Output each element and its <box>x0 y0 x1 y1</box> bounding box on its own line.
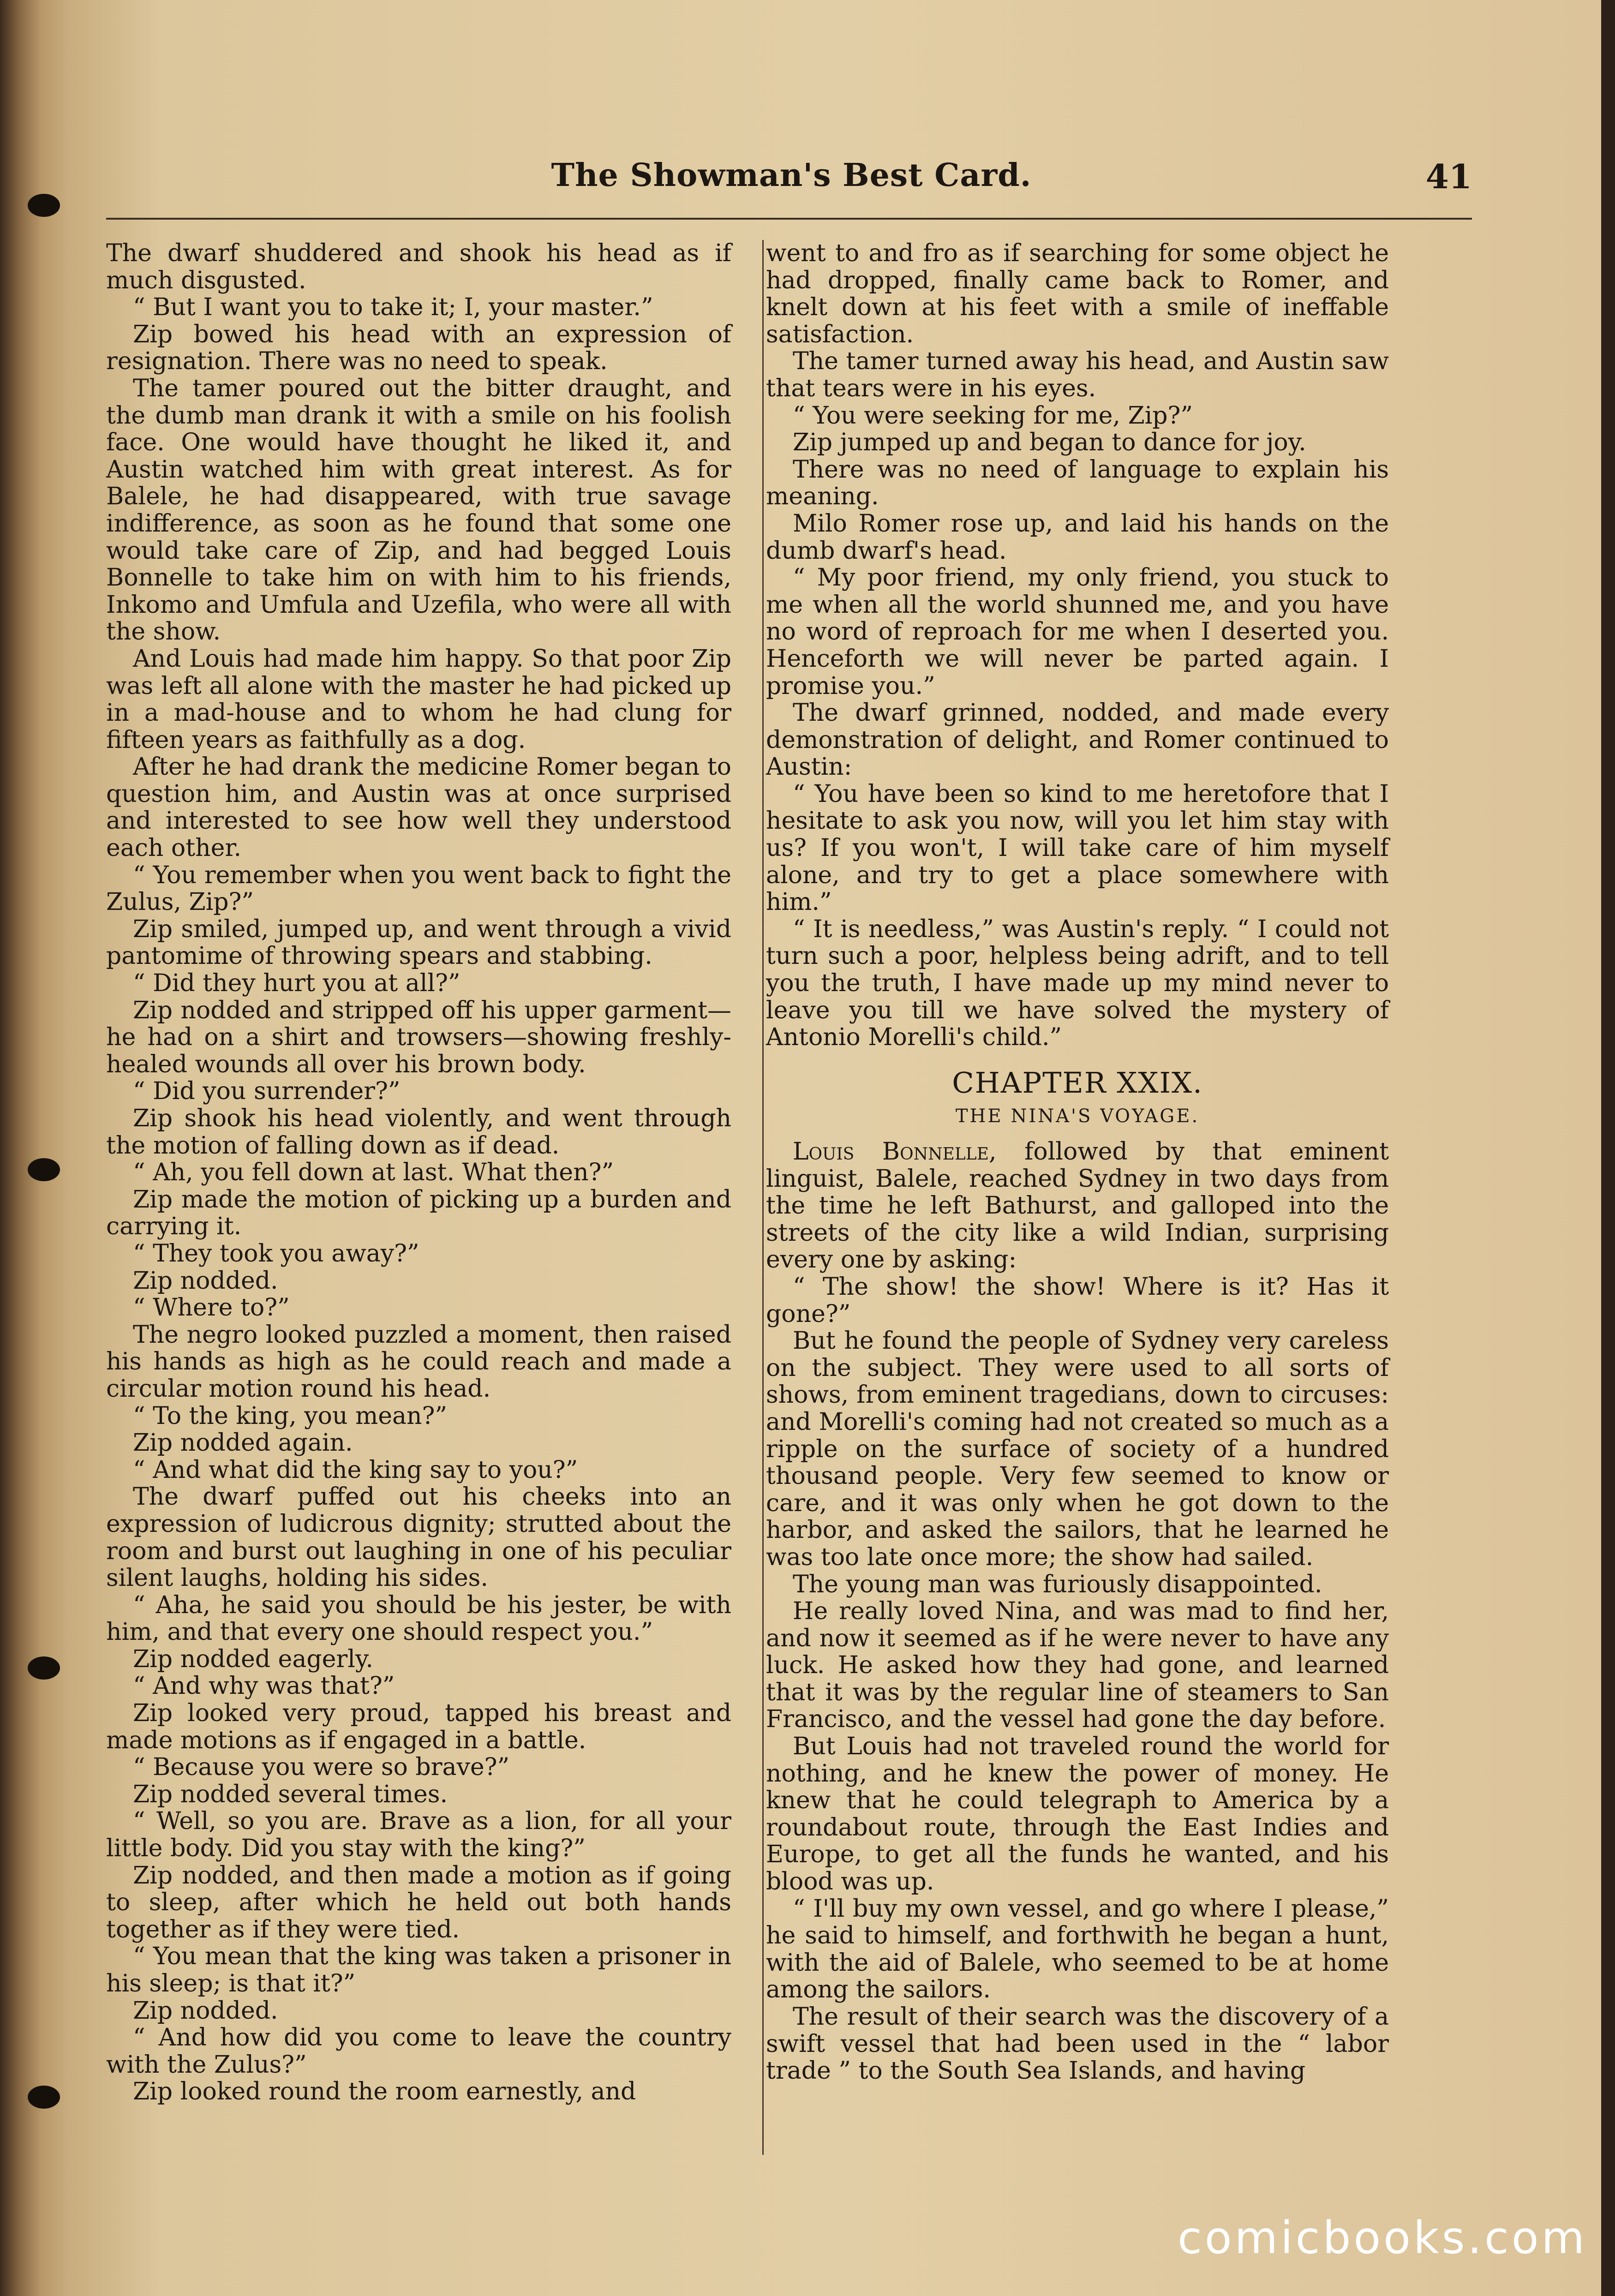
lead-name: Louis Bonnelle, <box>793 1138 997 1166</box>
paragraph: Zip jumped up and began to dance for joy. <box>793 429 1306 457</box>
paragraph: Zip nodded again. <box>133 1429 353 1457</box>
paragraph: Zip smiled, jumped up, and went through a vivid pantomime of throwing spears and stabbing. <box>106 915 731 970</box>
paragraph: “ Because you were so brave?” <box>133 1753 510 1782</box>
paragraph: “ Ah, you fell down at last. What then?” <box>133 1159 614 1187</box>
paragraph: “ To the king, you mean?” <box>133 1402 448 1430</box>
paragraph: The result of their search was the discovery of a swift vessel that had been used in the “ labor trade ” to the South Sea Islands, and having <box>766 2003 1389 2085</box>
paragraph: “ You have been so kind to me heretofore that I hesitate to ask you now, will you let him stay with us? If you won't, I will take care of him myself alone, and try to get a place somewhere with him.” <box>766 780 1389 916</box>
binding-stitch <box>28 1158 60 1181</box>
paragraph: Zip nodded and stripped off his upper garment—he had on a shirt and trowsers—showing freshly-healed wounds all over his brown body. <box>106 996 731 1078</box>
binding-stitch <box>28 194 60 217</box>
paragraph: “ Well, so you are. Brave as a lion, for all your little body. Did you stay with the king?” <box>106 1807 731 1863</box>
paragraph: Zip looked very proud, tapped his breast and made motions as if engaged in a battle. <box>106 1699 731 1754</box>
binding-stitch <box>28 2086 60 2109</box>
book-binding <box>0 0 69 2296</box>
paragraph: “ Aha, he said you should be his jester, be with him, and that every one should respect you.” <box>106 1591 731 1646</box>
paragraph: “ Did they hurt you at all?” <box>133 969 461 998</box>
paragraph: Zip nodded. <box>133 1997 278 2025</box>
paragraph: The dwarf puffed out his cheeks into an expression of ludicrous dignity; strutted about the room and burst out laughing in one of his peculiar silent laughs, holding his sides. <box>106 1483 731 1592</box>
paragraph: But he found the people of Sydney very careless on the subject. They were used to all sorts of shows, from eminent tragedians, down to circuses: and Morelli's coming had not created so much as a ripple on the surface of society of a hundred thousand people. Very few seemed to know or care, and it was only when he got down to the harbor, and asked the sailors, that he learned he was too late once more; the show had sailed. <box>766 1327 1389 1571</box>
paragraph: Zip looked round the room earnestly, and <box>133 2078 636 2106</box>
paragraph: “ And how did you come to leave the country with the Zulus?” <box>106 2024 731 2079</box>
paragraph: The tamer turned away his head, and Austin saw that tears were in his eyes. <box>766 347 1389 402</box>
paragraph: The dwarf shuddered and shook his head as if much disgusted. <box>106 239 731 294</box>
paragraph: “ I'll buy my own vessel, and go where I please,” he said to himself, and forthwith he began a hunt, with the aid of Balele, who seemed to be at home among the sailors. <box>766 1895 1389 2004</box>
paragraph: The dwarf grinned, nodded, and made every demonstration of delight, and Romer continued to Austin: <box>766 699 1389 781</box>
paragraph: Zip made the motion of picking up a burden and carrying it. <box>106 1185 731 1241</box>
left-column <box>106 240 731 2105</box>
paragraph: The tamer poured out the bitter draught, and the dumb man drank it with a smile on his foolish face. One would have thought he liked it, and Austin watched him with great interest. As for Balele, he had disappeared, with true savage indifference, as soon as he found that some one would take care of Zip, and had begged Louis Bonnelle to take him on with him to his friends, Inkomo and Umfula and Uzefila, who were all with the show. <box>106 374 731 646</box>
paragraph: He really loved Nina, and was mad to find her, and now it seemed as if he were never to have any luck. He asked how they had gone, and learned that it was by the regular line of steamers to San Francisco, and the vessel had gone the day before. <box>766 1597 1389 1734</box>
paragraph: Milo Romer rose up, and laid his hands on the dumb dwarf's head. <box>766 509 1389 565</box>
paragraph: The negro looked puzzled a moment, then raised his hands as high as he could reach and made a circular motion round his head. <box>106 1321 731 1403</box>
paragraph: “ The show! the show! Where is it? Has it gone?” <box>766 1273 1389 1328</box>
page-header <box>111 157 1472 212</box>
paragraph: “ It is needless,” was Austin's reply. “ I could not turn such a poor, helpless being adrift, and to tell you the truth, I have made up my mind never to leave you till we have solved the mystery of Antonio Morelli's child.” <box>766 915 1389 1052</box>
site-watermark: comicbooks.com <box>1177 2212 1587 2264</box>
paragraph: went to and fro as if searching for some object he had dropped, finally came back to Romer, and knelt down at his feet with a smile of ineffable satisfaction. <box>766 239 1389 348</box>
paragraph: “ And why was that?” <box>133 1672 395 1700</box>
paragraph: “ My poor friend, my only friend, you stuck to me when all the world shunned me, and you have no word of reproach for me when I deserted you. Henceforth we will never be parted again. I promise you.” <box>766 564 1389 700</box>
paragraph: Zip nodded. <box>133 1267 278 1295</box>
paragraph: “ You were seeking for me, Zip?” <box>793 401 1193 430</box>
paragraph: “ And what did the king say to you?” <box>133 1456 578 1484</box>
paragraph: Zip nodded, and then made a motion as if going to sleep, after which he held out both hands together as if they were tied. <box>106 1861 731 1943</box>
right-column <box>766 240 1389 2085</box>
chapter-subtitle: THE NINA'S VOYAGE. <box>955 1106 1200 1127</box>
running-title: The Showman's Best Card. <box>551 157 1032 194</box>
chapter-title: CHAPTER XXIX. <box>952 1065 1203 1100</box>
header-rule <box>106 218 1472 220</box>
paragraph: Zip nodded several times. <box>133 1780 448 1808</box>
column-divider <box>762 240 764 2155</box>
paragraph: “ You remember when you went back to fight the Zulus, Zip?” <box>106 861 731 916</box>
paragraph: But Louis had not traveled round the world for nothing, and he knew the power of money. He knew that he could telegraph to America by a roundabout route, through the East Indies and Europe, to get all the funds he wanted, and his blood was up. <box>766 1733 1389 1896</box>
paragraph: “ Where to?” <box>133 1294 290 1322</box>
paragraph: Zip bowed his head with an expression of resignation. There was no need to speak. <box>106 320 731 376</box>
paragraph: After he had drank the medicine Romer began to question him, and Austin was at once surprised and interested to see how well they understood each other. <box>106 753 731 862</box>
paragraph: “ Did you surrender?” <box>133 1077 401 1106</box>
paragraph: There was no need of language to explain his meaning. <box>766 455 1389 511</box>
binding-stitch <box>28 1656 60 1680</box>
paragraph: “ They took you away?” <box>133 1239 419 1268</box>
paragraph: Zip shook his head violently, and went through the motion of falling down as if dead. <box>106 1105 731 1160</box>
paragraph: Zip nodded eagerly. <box>133 1645 373 1673</box>
paragraph: “ You mean that the king was taken a prisoner in his sleep; is that it?” <box>106 1943 731 1997</box>
paragraph: The young man was furiously disappointed. <box>793 1570 1322 1598</box>
chapter-lead-paragraph <box>766 1138 1389 1274</box>
paragraph: And Louis had made him happy. So that poor Zip was left all alone with the master he had picked up in a mad-house and to whom he had clung for fifteen years as faithfully as a dog. <box>106 645 731 754</box>
page-number: 41 <box>1425 157 1472 196</box>
paragraph: “ But I want you to take it; I, your master.” <box>133 293 653 322</box>
lead-text: followed by that eminent linguist, Balele, reached Sydney in two days from the time he left Bathurst, and galloped into the streets of the city like a wild Indian, surprising every one by asking: <box>766 1138 1389 1274</box>
